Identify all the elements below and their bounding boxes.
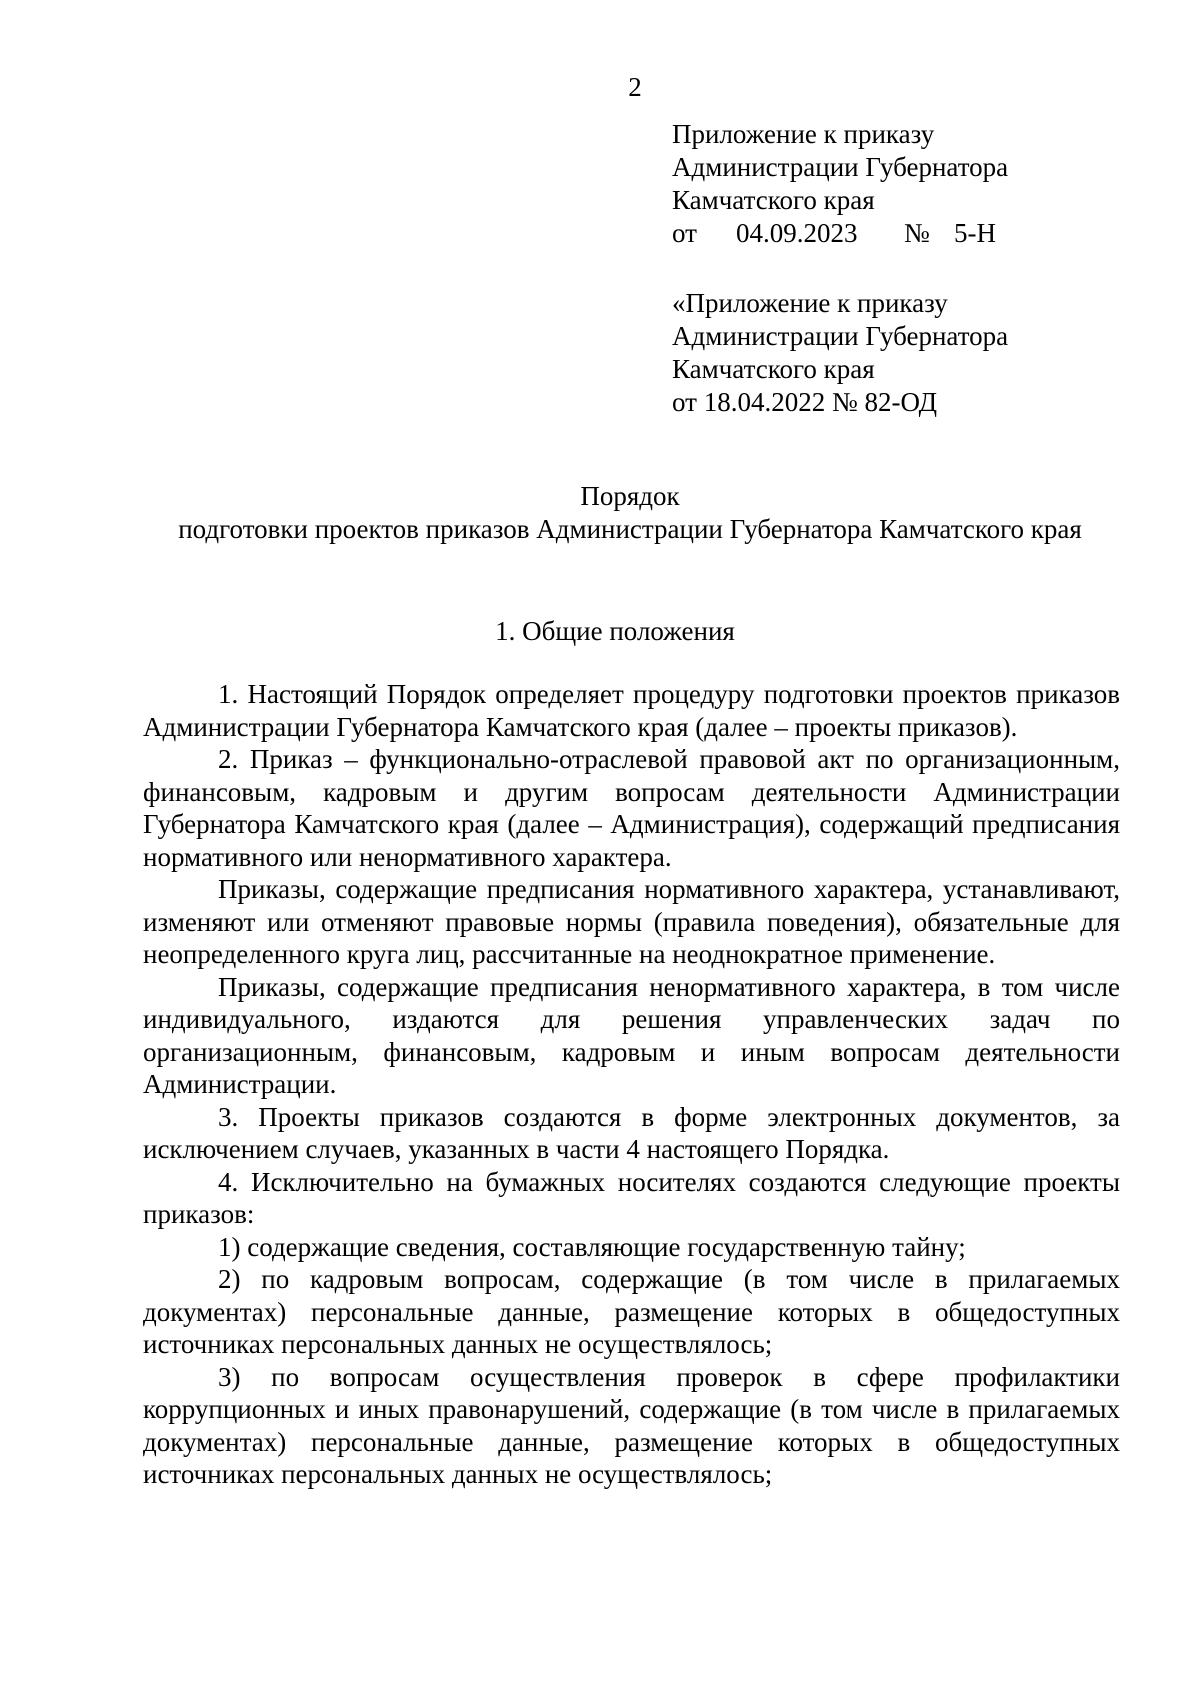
appendix-line: Приложение к приказу [672, 119, 935, 149]
appendix-date-number-line [672, 217, 1008, 250]
page-number: 2 [628, 72, 642, 102]
appendix-line: от 18.04.2022 № 82-ОД [672, 387, 938, 417]
document-body [143, 678, 1120, 1491]
document-title [0, 480, 1200, 546]
appendix-line: Камчатского края [672, 354, 875, 384]
appendix-header-current [672, 118, 1008, 250]
body-paragraph: 1. Настоящий Порядок определяет процедуру подготовки проектов приказов Администрации Губернатора Камчатского края (далее – проекты приказов). [143, 679, 1120, 742]
from-label: от [672, 218, 697, 248]
number-sign: № [904, 218, 930, 248]
body-paragraph: Приказы, содержащие предписания нормативного характера, устанавливают, изменяют или отменяют правовые нормы (правила поведения), обязательные для неопределенного круга лиц, рассчитанные на неоднократное применение. [143, 874, 1120, 969]
body-paragraph: 2) по кадровым вопросам, содержащие (в том числе в прилагаемых документах) персональные данные, размещение которых в общедоступных источниках персональных данных не осуществлялось; [143, 1264, 1120, 1359]
appendix-line: «Приложение к приказу [672, 288, 948, 318]
document-subtitle-line: подготовки проектов приказов Администрации Губернатора Камчатского края [178, 514, 1082, 544]
body-paragraph: 1) содержащие сведения, составляющие государственную тайну; [218, 1231, 966, 1262]
order-date: 04.09.2023 [736, 218, 858, 248]
body-paragraph: 4. Исключительно на бумажных носителях создаются следующие проекты приказов: [143, 1166, 1120, 1229]
body-paragraph: 3. Проекты приказов создаются в форме электронных документов, за исключением случаев, указанных в части 4 настоящего Порядка. [143, 1101, 1120, 1164]
appendix-line: Камчатского края [672, 185, 875, 215]
body-paragraph: 3) по вопросам осуществления проверок в сфере профилактики коррупционных и иных правонарушений, содержащие (в том числе в прилагаемых документах) персональные данные, размещение которых в общедоступных источниках персональных данных не осуществлялось; [143, 1361, 1120, 1489]
section-heading: 1. Общие положения [495, 616, 735, 646]
appendix-line: Администрации Губернатора [672, 152, 1009, 182]
order-number: 5-Н [954, 218, 996, 248]
body-paragraph: Приказы, содержащие предписания ненормативного характера, в том числе индивидуального, издаются для решения управленческих задач по организационным, финансовым, кадровым и иным вопросам деятельности Администрации. [143, 971, 1120, 1099]
document-title-line: Порядок [580, 481, 680, 511]
appendix-header-previous [672, 287, 1008, 419]
appendix-line: Администрации Губернатора [672, 321, 1009, 351]
body-paragraph: 2. Приказ – функционально-отраслевой правовой акт по организационным, финансовым, кадровым и другим вопросам деятельности Администрации Губернатора Камчатского края (далее – Администрация), содержащий предписания нормативного или ненормативного характера. [143, 744, 1120, 872]
